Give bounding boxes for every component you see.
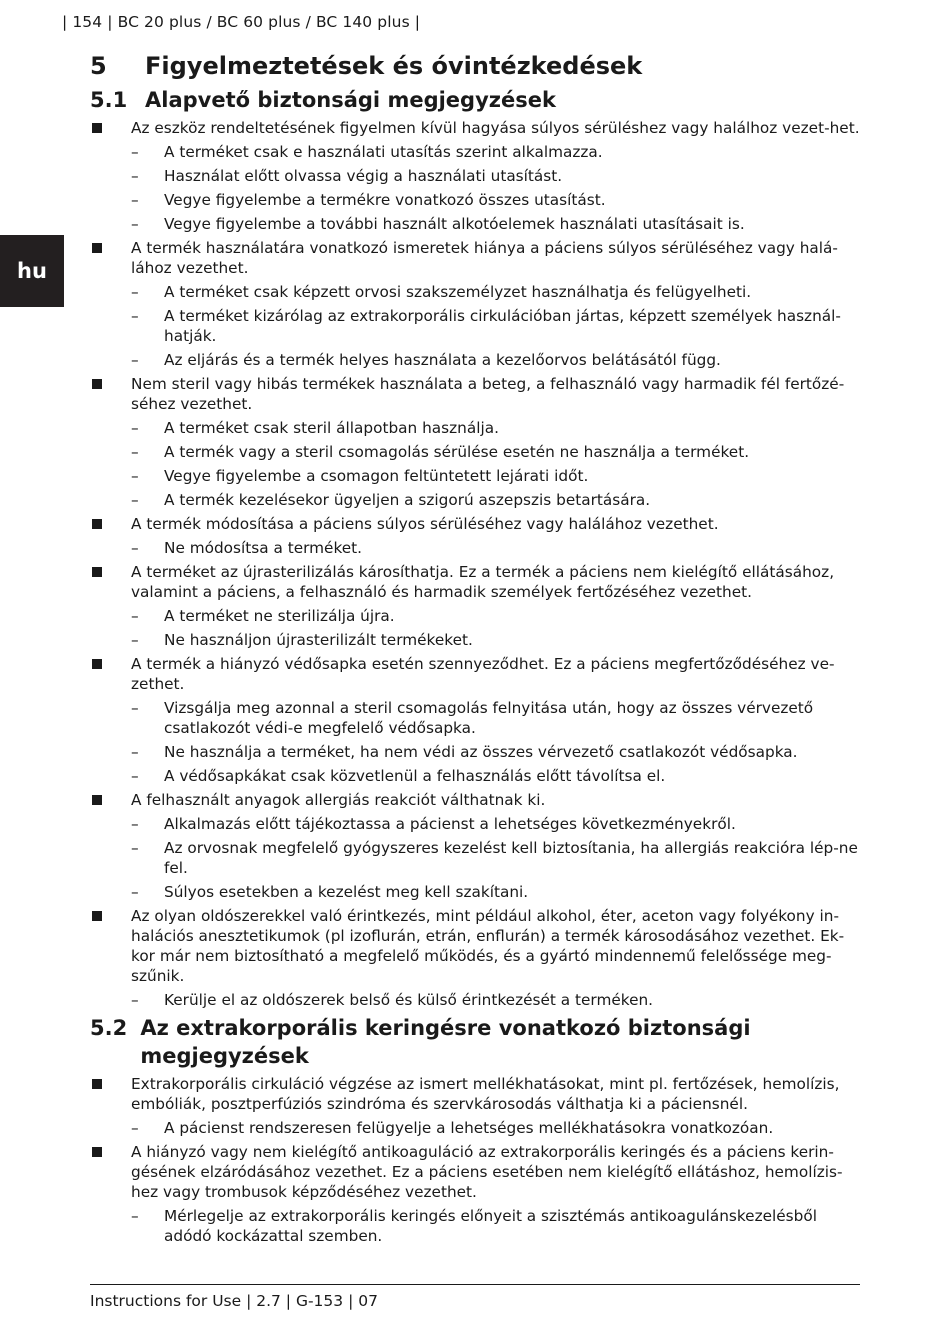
sub-item bbox=[90, 350, 860, 370]
dash-icon: – bbox=[131, 767, 139, 785]
footer-divider bbox=[90, 1284, 860, 1285]
sub-item-text: Alkalmazás előtt tájékoztassa a pácienst a lehetséges következményekről. bbox=[164, 815, 736, 833]
sub-item-text: A terméket csak steril állapotban használja. bbox=[164, 419, 499, 437]
sub-item bbox=[90, 1118, 860, 1138]
sub-item bbox=[90, 630, 860, 650]
sub-item-text: Vegye figyelembe a csomagon feltüntetett lejárati időt. bbox=[164, 467, 589, 485]
sub-item bbox=[90, 418, 860, 438]
dash-icon: – bbox=[131, 167, 139, 185]
dash-icon: – bbox=[131, 419, 139, 437]
bullet-text: Az eszköz rendeltetésének figyelmen kívül hagyása súlyos sérüléshez vagy halálhoz vezet-het. bbox=[131, 119, 860, 137]
sub-item-text: A termék vagy a steril csomagolás sérülése esetén ne használja a terméket. bbox=[164, 443, 750, 461]
sub-item-text: A terméket csak képzett orvosi szakszemélyzet használhatja és felügyelheti. bbox=[164, 283, 752, 301]
section-title: Figyelmeztetések és óvintézkedések bbox=[145, 52, 643, 80]
sub-item bbox=[90, 490, 860, 510]
sub-item bbox=[90, 698, 860, 738]
sub-item bbox=[90, 190, 860, 210]
dash-icon: – bbox=[131, 1119, 139, 1137]
dash-icon: – bbox=[131, 631, 139, 649]
sub-item bbox=[90, 306, 860, 346]
dash-icon: – bbox=[131, 491, 139, 509]
dash-icon: – bbox=[131, 991, 139, 1009]
section-5-heading bbox=[90, 50, 860, 82]
bullet-item bbox=[90, 1142, 860, 1202]
bullet-square-icon bbox=[92, 659, 102, 669]
sub-item-text: Kerülje el az oldószerek belső és külső érintkezését a terméken. bbox=[164, 991, 654, 1009]
dash-icon: – bbox=[131, 607, 139, 625]
bullet-text: Extrakorporális cirkuláció végzése az ismert mellékhatásokat, mint pl. fertőzések, hemolízis, embóliák, posztperfúziós szindróma és szervkárosodás válthatja ki a páciensnél. bbox=[131, 1075, 840, 1113]
dash-icon: – bbox=[131, 815, 139, 833]
bullet-text: A termék a hiányzó védősapka esetén szennyeződhet. Ez a páciens megfertőződéséhez ve-zethet. bbox=[131, 655, 835, 693]
dash-icon: – bbox=[131, 883, 139, 901]
dash-icon: – bbox=[131, 467, 139, 485]
section-5-2-heading bbox=[90, 1014, 860, 1070]
sub-item bbox=[90, 166, 860, 186]
sub-item-text: Az eljárás és a termék helyes használata a kezelőorvos belátásától függ. bbox=[164, 351, 721, 369]
sub-item-text: Súlyos esetekben a kezelést meg kell szakítani. bbox=[164, 883, 529, 901]
page-header: | 154 | BC 20 plus / BC 60 plus / BC 140 plus | bbox=[62, 13, 421, 31]
sub-item bbox=[90, 142, 860, 162]
section-title: Az extrakorporális keringésre vonatkozó biztonsági megjegyzések bbox=[140, 1016, 751, 1068]
bullet-item bbox=[90, 238, 860, 278]
bullet-item bbox=[90, 562, 860, 602]
language-tab: hu bbox=[0, 235, 64, 307]
dash-icon: – bbox=[131, 215, 139, 233]
section-5-2-list bbox=[90, 1074, 860, 1246]
dash-icon: – bbox=[131, 743, 139, 761]
sub-item-text: A terméket ne sterilizálja újra. bbox=[164, 607, 395, 625]
dash-icon: – bbox=[131, 283, 139, 301]
bullet-square-icon bbox=[92, 911, 102, 921]
sub-item bbox=[90, 882, 860, 902]
bullet-item bbox=[90, 654, 860, 694]
bullet-square-icon bbox=[92, 795, 102, 805]
sub-item-text: Vegye figyelembe a termékre vonatkozó összes utasítást. bbox=[164, 191, 606, 209]
dash-icon: – bbox=[131, 699, 139, 717]
dash-icon: – bbox=[131, 351, 139, 369]
section-number: 5 bbox=[90, 52, 107, 80]
sub-item-text: A terméket csak e használati utasítás szerint alkalmazza. bbox=[164, 143, 603, 161]
sub-item bbox=[90, 214, 860, 234]
bullet-square-icon bbox=[92, 519, 102, 529]
page-footer: Instructions for Use | 2.7 | G-153 | 07 bbox=[90, 1292, 378, 1310]
sub-item-text: Ne módosítsa a terméket. bbox=[164, 539, 363, 557]
sub-item-text: Az orvosnak megfelelő gyógyszeres kezelést kell biztosítania, ha allergiás reakcióra lép-ne fel. bbox=[164, 839, 858, 877]
sub-item bbox=[90, 814, 860, 834]
sub-item bbox=[90, 1206, 860, 1246]
sub-item-text: A védősapkákat csak közvetlenül a felhasználás előtt távolítsa el. bbox=[164, 767, 666, 785]
bullet-text: Nem steril vagy hibás termékek használata a beteg, a felhasználó vagy harmadik fél fertőzé-séhez vezethet. bbox=[131, 375, 845, 413]
bullet-square-icon bbox=[92, 243, 102, 253]
bullet-item bbox=[90, 1074, 860, 1114]
bullet-item bbox=[90, 514, 860, 534]
bullet-square-icon bbox=[92, 123, 102, 133]
sub-item bbox=[90, 742, 860, 762]
sub-item-text: Mérlegelje az extrakorporális keringés előnyeit a szisztémás antikoagulánskezelésből adódó kockázattal szemben. bbox=[164, 1207, 817, 1245]
section-title: Alapvető biztonsági megjegyzések bbox=[145, 88, 556, 112]
sub-item-text: A pácienst rendszeresen felügyelje a lehetséges mellékhatásokra vonatkozóan. bbox=[164, 1119, 774, 1137]
sub-item bbox=[90, 538, 860, 558]
sub-item bbox=[90, 606, 860, 626]
sub-item bbox=[90, 282, 860, 302]
section-number: 5.1 bbox=[90, 88, 128, 112]
bullet-item bbox=[90, 374, 860, 414]
content bbox=[90, 50, 860, 1250]
dash-icon: – bbox=[131, 143, 139, 161]
bullet-square-icon bbox=[92, 379, 102, 389]
bullet-item bbox=[90, 790, 860, 810]
section-5-1-list bbox=[90, 118, 860, 1010]
bullet-text: A terméket az újrasterilizálás károsíthatja. Ez a termék a páciens nem kielégítő ellátásához, valamint a páciens, a felhasználó és harmadik személyek fertőzéséhez vezethet. bbox=[131, 563, 835, 601]
dash-icon: – bbox=[131, 839, 139, 857]
dash-icon: – bbox=[131, 1207, 139, 1225]
sub-item bbox=[90, 766, 860, 786]
dash-icon: – bbox=[131, 307, 139, 325]
sub-item-text: Ne használjon újrasterilizált termékeket. bbox=[164, 631, 473, 649]
sub-item-text: Ne használja a terméket, ha nem védi az összes vérvezető csatlakozót védősapka. bbox=[164, 743, 798, 761]
bullet-square-icon bbox=[92, 1079, 102, 1089]
sub-item-text: Vizsgálja meg azonnal a steril csomagolás felnyitása után, hogy az összes vérvezető csatlakozót védi-e megfelelő védősapka. bbox=[164, 699, 814, 737]
sub-item bbox=[90, 442, 860, 462]
bullet-text: A termék használatára vonatkozó ismeretek hiánya a páciens súlyos sérüléséhez vagy halá-lához vezethet. bbox=[131, 239, 838, 277]
dash-icon: – bbox=[131, 443, 139, 461]
sub-item-text: Használat előtt olvassa végig a használati utasítást. bbox=[164, 167, 563, 185]
sub-item-text: Vegye figyelembe a további használt alkotóelemek használati utasításait is. bbox=[164, 215, 745, 233]
bullet-text: A termék módosítása a páciens súlyos sérüléséhez vagy halálához vezethet. bbox=[131, 515, 719, 533]
sub-item bbox=[90, 466, 860, 486]
section-5-1-heading bbox=[90, 86, 860, 114]
dash-icon: – bbox=[131, 191, 139, 209]
sub-item-text: A termék kezelésekor ügyeljen a szigorú aszepszis betartására. bbox=[164, 491, 651, 509]
bullet-text: A hiányzó vagy nem kielégítő antikoaguláció az extrakorporális keringés és a páciens kerin-gésének elzáródásához vezethet. Ez a páciens esetében nem kielégítő ellátáshoz, hemolízis-hez vagy trombusok képződéséhez vezethet. bbox=[131, 1143, 843, 1201]
sub-item-text: A terméket kizárólag az extrakorporális cirkulációban jártas, képzett személyek használ-hatják. bbox=[164, 307, 841, 345]
bullet-square-icon bbox=[92, 1147, 102, 1157]
sub-item bbox=[90, 838, 860, 878]
bullet-text: A felhasznált anyagok allergiás reakciót válthatnak ki. bbox=[131, 791, 546, 809]
bullet-item bbox=[90, 118, 860, 138]
sub-item bbox=[90, 990, 860, 1010]
dash-icon: – bbox=[131, 539, 139, 557]
bullet-text: Az olyan oldószerekkel való érintkezés, mint például alkohol, éter, aceton vagy folyékony in-halációs anesztetikumok (pl izoflurán, etrán, enflurán) a termék károsodásához vezethet. Ek-kor már nem biztosítható a megfelelő működés, és a gyártó mindennemű felelőssége meg-szűnik. bbox=[131, 907, 845, 985]
bullet-item bbox=[90, 906, 860, 986]
bullet-square-icon bbox=[92, 567, 102, 577]
section-number: 5.2 bbox=[90, 1016, 128, 1040]
